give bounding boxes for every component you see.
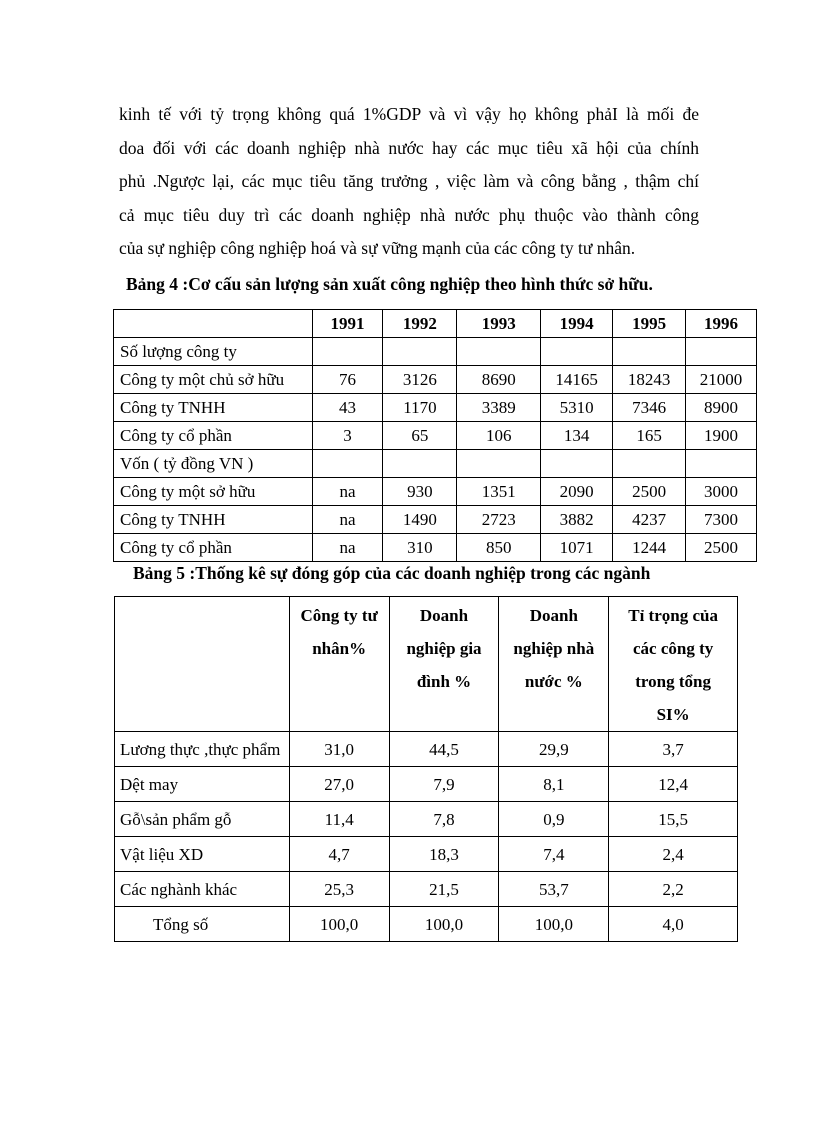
- row-label: Dệt may: [115, 767, 290, 802]
- table-cell: 930: [383, 478, 457, 506]
- table-cell: 2,4: [609, 837, 738, 872]
- column-header-line: trong tổng: [635, 672, 711, 691]
- table-cell: [312, 450, 383, 478]
- year-header: 1992: [383, 310, 457, 338]
- sector-contribution-table: [114, 596, 738, 942]
- column-header-line: các công ty: [632, 639, 714, 658]
- row-label: Vốn ( tỷ đồng VN ): [114, 450, 313, 478]
- table-cell: 27,0: [289, 767, 389, 802]
- column-header-line: SI%: [656, 705, 690, 724]
- table-cell: 7,4: [499, 837, 609, 872]
- table-cell: 7,8: [389, 802, 499, 837]
- table-cell: 5310: [541, 394, 613, 422]
- ownership-structure-table: [113, 309, 757, 562]
- table-cell: 14165: [541, 366, 613, 394]
- column-header: [389, 597, 499, 732]
- table-cell: 2090: [541, 478, 613, 506]
- table-row: [114, 394, 757, 422]
- table-cell: [686, 338, 757, 366]
- row-label: Số lượng công ty: [114, 338, 313, 366]
- year-header: 1996: [686, 310, 757, 338]
- table-cell: 0,9: [499, 802, 609, 837]
- table-cell: 310: [383, 534, 457, 562]
- table-cell: 1490: [383, 506, 457, 534]
- table-cell: 1170: [383, 394, 457, 422]
- table4-caption: Bảng 4 :Cơ cấu sản lượng sản xuất công nghiệp theo hình thức sở hữu.: [126, 274, 653, 294]
- table-row: [114, 478, 757, 506]
- table-cell: 850: [457, 534, 541, 562]
- table-cell: 65: [383, 422, 457, 450]
- paragraph-line: doa đối với các doanh nghiệp nhà nước hay các mục tiêu xã hội của chính: [119, 137, 699, 158]
- table-cell: [686, 450, 757, 478]
- table-cell: 165: [613, 422, 686, 450]
- table-cell: na: [312, 506, 383, 534]
- table-cell: [613, 450, 686, 478]
- paragraph-line: của sự nghiệp công nghiệp hoá và sự vững mạnh của các công ty tư nhân.: [119, 238, 636, 258]
- table-cell: 12,4: [609, 767, 738, 802]
- table-cell: 3,7: [609, 732, 738, 767]
- table-row: [115, 732, 738, 767]
- row-label: Các nghành khác: [115, 872, 290, 907]
- table-row: [114, 506, 757, 534]
- table-cell: 7300: [686, 506, 757, 534]
- table-cell: 3882: [541, 506, 613, 534]
- row-label: Công ty một sở hữu: [114, 478, 313, 506]
- table-row: [115, 907, 738, 942]
- table-cell: 3000: [686, 478, 757, 506]
- table-cell: 134: [541, 422, 613, 450]
- table-row: [114, 366, 757, 394]
- table-cell: 21,5: [389, 872, 499, 907]
- table-cell: [457, 450, 541, 478]
- table-row: [115, 802, 738, 837]
- table-cell: 25,3: [289, 872, 389, 907]
- table-header-row: [114, 310, 757, 338]
- table-cell: 1071: [541, 534, 613, 562]
- table-cell: 4,7: [289, 837, 389, 872]
- table-cell: 44,5: [389, 732, 499, 767]
- table-cell: 8690: [457, 366, 541, 394]
- body-paragraph: [119, 98, 699, 266]
- table-row: [114, 450, 757, 478]
- column-header-line: Doanh: [529, 606, 578, 625]
- table-cell: 7346: [613, 394, 686, 422]
- table-cell: 2723: [457, 506, 541, 534]
- table-cell: 4237: [613, 506, 686, 534]
- row-label: Lương thực ,thực phẩm: [115, 732, 290, 767]
- table-row: [114, 338, 757, 366]
- row-label: Công ty cổ phần: [114, 534, 313, 562]
- table-row: [115, 767, 738, 802]
- column-header-line: nhân%: [312, 639, 367, 658]
- table-cell: [312, 338, 383, 366]
- table-cell: 76: [312, 366, 383, 394]
- table-cell: 106: [457, 422, 541, 450]
- column-header: [499, 597, 609, 732]
- table-row: [115, 837, 738, 872]
- row-label: Vật liệu XD: [115, 837, 290, 872]
- table-cell: 18243: [613, 366, 686, 394]
- table-cell: 2,2: [609, 872, 738, 907]
- column-header-line: Công ty tư: [300, 606, 378, 625]
- table-cell: 1900: [686, 422, 757, 450]
- table-cell: [613, 338, 686, 366]
- table-cell: 11,4: [289, 802, 389, 837]
- paragraph-line: phủ .Ngược lại, các mục tiêu tăng trưởng , việc làm và công bằng , thậm chí: [119, 171, 699, 191]
- table-cell: na: [312, 534, 383, 562]
- table-cell: 1244: [613, 534, 686, 562]
- column-header-line: nghiệp gia: [406, 639, 482, 658]
- table-cell: [457, 338, 541, 366]
- row-label: Gỗ\sản phẩm gỗ: [115, 802, 290, 837]
- table-cell: [541, 450, 613, 478]
- paragraph-line: cả mục tiêu duy trì các doanh nghiệp nhà nước phụ thuộc vào thành công: [119, 204, 699, 225]
- table-cell: 8900: [686, 394, 757, 422]
- year-header: 1995: [613, 310, 686, 338]
- table-cell: [383, 338, 457, 366]
- table-cell: 2500: [686, 534, 757, 562]
- table-cell: 7,9: [389, 767, 499, 802]
- row-label: Công ty TNHH: [114, 506, 313, 534]
- table-cell: 43: [312, 394, 383, 422]
- row-label: Công ty một chủ sở hữu: [114, 366, 313, 394]
- year-header: 1994: [541, 310, 613, 338]
- table-cell: 31,0: [289, 732, 389, 767]
- table-row: [115, 872, 738, 907]
- table-cell: 29,9: [499, 732, 609, 767]
- column-header-line: đình %: [416, 672, 472, 691]
- row-label: Tổng số: [115, 907, 290, 942]
- table-cell: na: [312, 478, 383, 506]
- table-cell: 4,0: [609, 907, 738, 942]
- column-header-line: nước %: [524, 672, 583, 691]
- table-cell: 53,7: [499, 872, 609, 907]
- column-header-line: Doanh: [419, 606, 469, 625]
- table-cell: 2500: [613, 478, 686, 506]
- column-header: [609, 597, 738, 732]
- year-header: 1991: [312, 310, 383, 338]
- table5-caption: Bảng 5 :Thống kê sự đóng góp của các doanh nghiệp trong các ngành: [133, 563, 651, 583]
- table-cell: 100,0: [389, 907, 499, 942]
- table-cell: 21000: [686, 366, 757, 394]
- row-label: Công ty cổ phần: [114, 422, 313, 450]
- table-cell: [383, 450, 457, 478]
- header-corner-cell: [114, 310, 313, 338]
- paragraph-line: kinh tế với tỷ trọng không quá 1%GDP và vì vậy họ không phảI là mối đe: [119, 104, 699, 124]
- table-cell: 100,0: [499, 907, 609, 942]
- row-label: Công ty TNHH: [114, 394, 313, 422]
- table-cell: 1351: [457, 478, 541, 506]
- table-header-row: [115, 597, 738, 732]
- year-header: 1993: [457, 310, 541, 338]
- table-cell: 18,3: [389, 837, 499, 872]
- table-row: [114, 422, 757, 450]
- table-cell: 15,5: [609, 802, 738, 837]
- table-cell: 3126: [383, 366, 457, 394]
- column-header-line: nghiệp nhà: [513, 639, 595, 658]
- column-header: [289, 597, 389, 732]
- table-row: [114, 534, 757, 562]
- column-header-line: Tỉ trọng của: [628, 606, 718, 625]
- table-cell: [541, 338, 613, 366]
- table-cell: 100,0: [289, 907, 389, 942]
- header-corner-cell: [115, 597, 290, 732]
- table-cell: 3389: [457, 394, 541, 422]
- table-cell: 8,1: [499, 767, 609, 802]
- table-cell: 3: [312, 422, 383, 450]
